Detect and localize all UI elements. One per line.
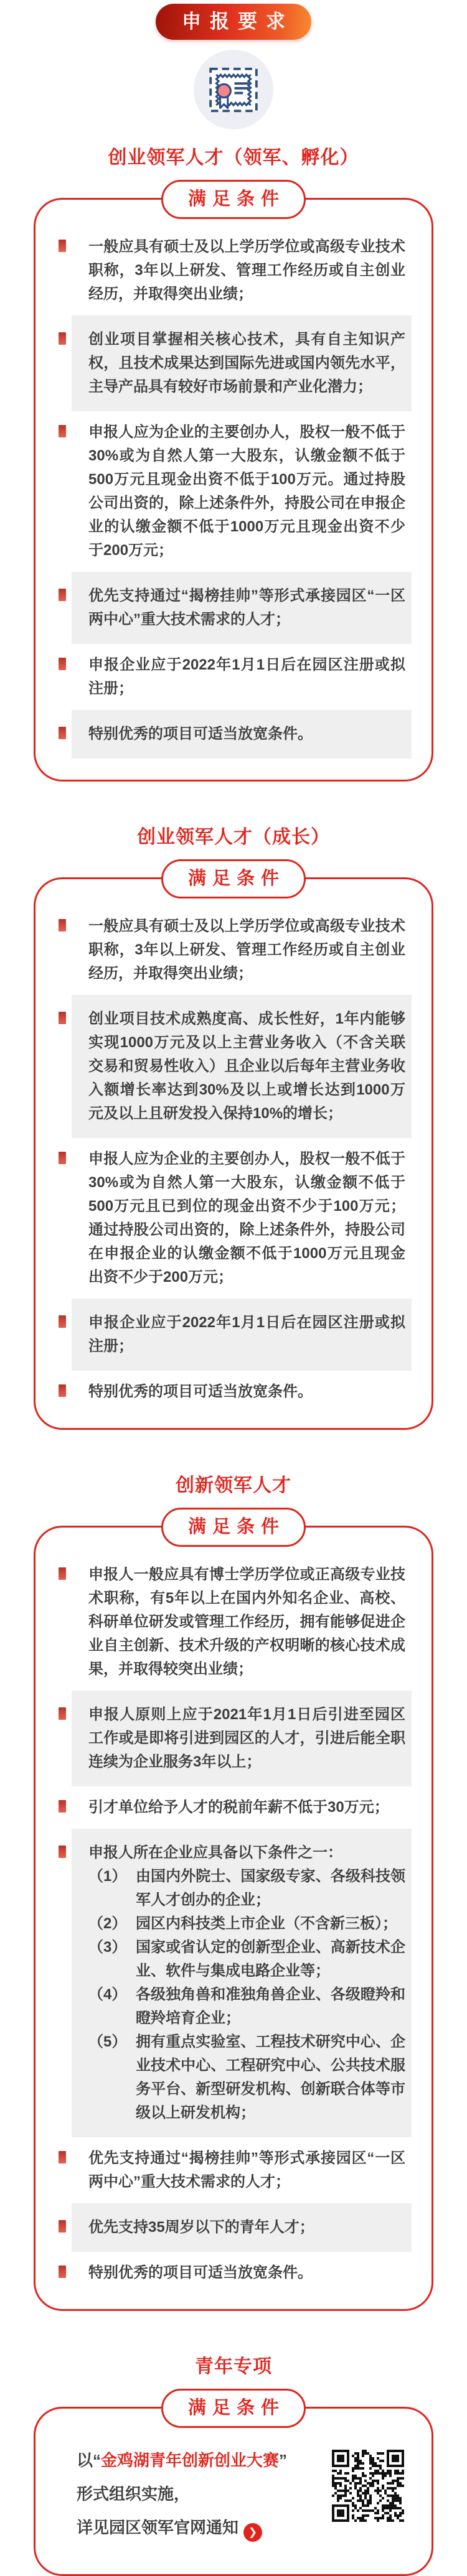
requirement-item (72, 2203, 412, 2252)
sub-item-number: （3） (88, 1939, 127, 1956)
requirement-item (72, 995, 412, 1138)
bullet-icon (59, 658, 66, 670)
sub-item (88, 2030, 405, 2125)
requirement-text: 特别优秀的项目可适当放宽条件。 (88, 2264, 313, 2281)
sub-item-text: 拥有重点实验室、工程技术研究中心、企业技术中心、工程研究中心、公共技术服务平台、新型研发机构、创新联合体等市级以上研发机构； (136, 2033, 405, 2121)
requirement-item (72, 1793, 412, 1822)
bullet-icon (59, 1012, 66, 1024)
requirement-item (72, 1144, 412, 1292)
requirement-item (72, 1691, 412, 1786)
requirement-text: 优先支持通过“揭榜挂帅”等形式承接园区“一区两中心”重大技术需求的人才； (88, 2150, 405, 2190)
sub-item-number: （4） (88, 1986, 127, 2003)
bullet-icon (59, 919, 66, 931)
requirement-text: 申报企业应于2022年1月1日后在园区注册或拟注册； (72, 1299, 412, 1371)
requirement-item (72, 1560, 412, 1684)
bullet-icon (59, 727, 66, 739)
requirement-item (72, 1299, 412, 1371)
sub-item-text: 国家或省认定的创新型企业、高新技术企业、软件与集成电路企业等； (136, 1939, 405, 1979)
section-startup-leader-incubation (0, 142, 467, 782)
section-title: 创新领军人才 (176, 1475, 291, 1496)
requirement-item (72, 2144, 412, 2197)
bullet-icon (59, 1152, 66, 1164)
conditions-badge: 满足条件 (161, 2389, 306, 2428)
requirement-text: 特别优秀的项目可适当放宽条件。 (88, 1383, 313, 1400)
requirement-text: 申报人应为企业的主要创办人，股权一般不低于30%或为自然人第一大股东，认缴金额不低于500万元且已到位的现金出资不少于100万元；通过持股公司出资的，除上述条件外，持股公司在申报企业的认缴金额不低于1000万元且现金出资不少于200万元； (88, 1150, 405, 1286)
requirement-item (72, 572, 412, 644)
requirement-text: 优先支持通过“揭榜挂帅”等形式承接园区“一区两中心”重大技术需求的人才； (72, 572, 412, 644)
requirements-card (34, 189, 433, 782)
bullet-icon (59, 2151, 66, 2163)
sub-item-number: （2） (88, 1915, 127, 1932)
section-title: 创业领军人才（领军、孵化） (108, 147, 359, 168)
requirements-card (34, 2398, 433, 2576)
bullet-icon (59, 425, 66, 437)
page-title-text: 申报要求 (182, 11, 294, 32)
section-innovation-leader (0, 1470, 467, 2311)
requirement-item (72, 650, 412, 704)
requirement-item (72, 710, 412, 758)
sub-item (88, 1936, 405, 1983)
youth-line-3-text: 详见园区领军官网通知 (77, 2518, 239, 2537)
bullet-icon (59, 240, 66, 252)
sub-item (88, 1983, 405, 2030)
requirement-item (72, 2258, 412, 2288)
requirement-item (72, 418, 412, 566)
page-title (156, 4, 311, 40)
bullet-icon (59, 1846, 66, 1858)
requirement-text: 申报人一般应具有博士学历学位或正高级专业技术职称，有5年以上在国内外知名企业、高校、科研单位研发或管理工作经历，拥有能够促进企业自主创新、技术升级的产权明晰的核心技术成果，并取得较突出业绩； (88, 1566, 405, 1678)
section-title: 创业领军人才（成长） (137, 827, 330, 847)
requirement-text-group (72, 1829, 412, 2137)
youth-line-1 (77, 2443, 313, 2477)
bullet-icon (59, 1800, 66, 1813)
requirement-text: 创业项目技术成熟度高、成长性好，1年内能够实现1000万元及以上主营业务收入（不含关联交易和贸易性收入）且企业以后每年主营业务收入额增长率达到30%及以上或增长达到1000万元及以上且研发投入保持10%的增长； (72, 995, 412, 1138)
quote-open: 以“ (77, 2451, 101, 2470)
requirement-text: 申报人原则上应于2021年1月1日后引进至园区工作或是即将引进到园区的人才，引进后能全职连续为企业服务3年以上； (72, 1691, 412, 1786)
bullet-icon (59, 332, 66, 345)
requirement-text: 优先支持35周岁以下的青年人才； (72, 2203, 412, 2252)
chevron-right-icon: ❯ (243, 2523, 262, 2542)
sub-item-text: 园区内科技类上市企业（不含新三板）； (136, 1915, 397, 1932)
bullet-icon (59, 1315, 66, 1328)
infographic-page (0, 4, 467, 2538)
requirement-intro: 申报人所在企业应具备以下条件之一： (88, 1844, 342, 1861)
quote-close: ” (279, 2451, 288, 2470)
requirement-text: 一般应具有硕士及以上学历学位或高级专业技术职称，3年以上研发、管理工作经历或自主创业经历，并取得突出业绩； (88, 238, 405, 302)
requirement-text: 引才单位给予人才的税前年薪不低于30万元； (88, 1799, 389, 1816)
sub-item-text: 各级独角兽和准独角兽企业、各级瞪羚和瞪羚培育企业； (136, 1986, 405, 2027)
youth-text (77, 2443, 313, 2544)
youth-line-3 (77, 2511, 313, 2544)
certificate-icon (194, 50, 273, 129)
requirement-item (72, 1377, 412, 1407)
qr-code (332, 2450, 404, 2522)
bullet-icon (59, 1567, 66, 1580)
sub-item (88, 1865, 405, 1912)
section-startup-leader-growth (0, 821, 467, 1430)
section-title: 青年专项 (195, 2356, 272, 2377)
requirement-item (72, 232, 412, 309)
sub-item-text: 由国内外院士、国家级专家、各级科技领军人才创办的企业； (136, 1868, 405, 1908)
bullet-icon (59, 1384, 66, 1397)
contest-name: 金鸡湖青年创新创业大赛 (101, 2451, 280, 2470)
youth-content (44, 2441, 423, 2559)
sub-item-number: （5） (88, 2033, 127, 2050)
requirement-text: 申报企业应于2022年1月1日后在园区注册或拟注册； (88, 656, 405, 697)
bullet-icon (59, 589, 66, 601)
section-youth-program (0, 2351, 467, 2576)
requirement-item (72, 1829, 412, 2137)
conditions-badge: 满足条件 (161, 180, 306, 219)
requirement-text: 特别优秀的项目可适当放宽条件。 (72, 710, 412, 758)
requirement-item (72, 912, 412, 989)
requirement-text: 申报人应为企业的主要创办人，股权一般不低于30%或为自然人第一大股东，认缴金额不低于500万元且现金出资不低于100万元。通过持股公司出资的，除上述条件外，持股公司在申报企业的认缴金额不低于1000万元且现金出资不少于200万元； (88, 424, 405, 559)
bullet-icon (59, 2220, 66, 2233)
requirements-card (34, 869, 433, 1430)
sub-item-number: （1） (88, 1868, 127, 1885)
requirement-item (72, 315, 412, 411)
conditions-badge: 满足条件 (161, 859, 306, 898)
youth-line-2: 形式组织实施， (77, 2485, 191, 2503)
bullet-icon (59, 2266, 66, 2278)
requirement-text: 创业项目掌握相关核心技术，具有自主知识产权，且技术成果达到国际先进或国内领先水平，主导产品具有较好市场前景和产业化潜力； (72, 315, 412, 411)
bullet-icon (59, 1707, 66, 1720)
requirements-card (34, 1517, 433, 2311)
requirement-text: 一般应具有硕士及以上学历学位或高级专业技术职称，3年以上研发、管理工作经历或自主创业经历，并取得突出业绩； (88, 918, 405, 982)
conditions-badge: 满足条件 (161, 1508, 306, 1547)
sub-item (88, 1912, 405, 1936)
